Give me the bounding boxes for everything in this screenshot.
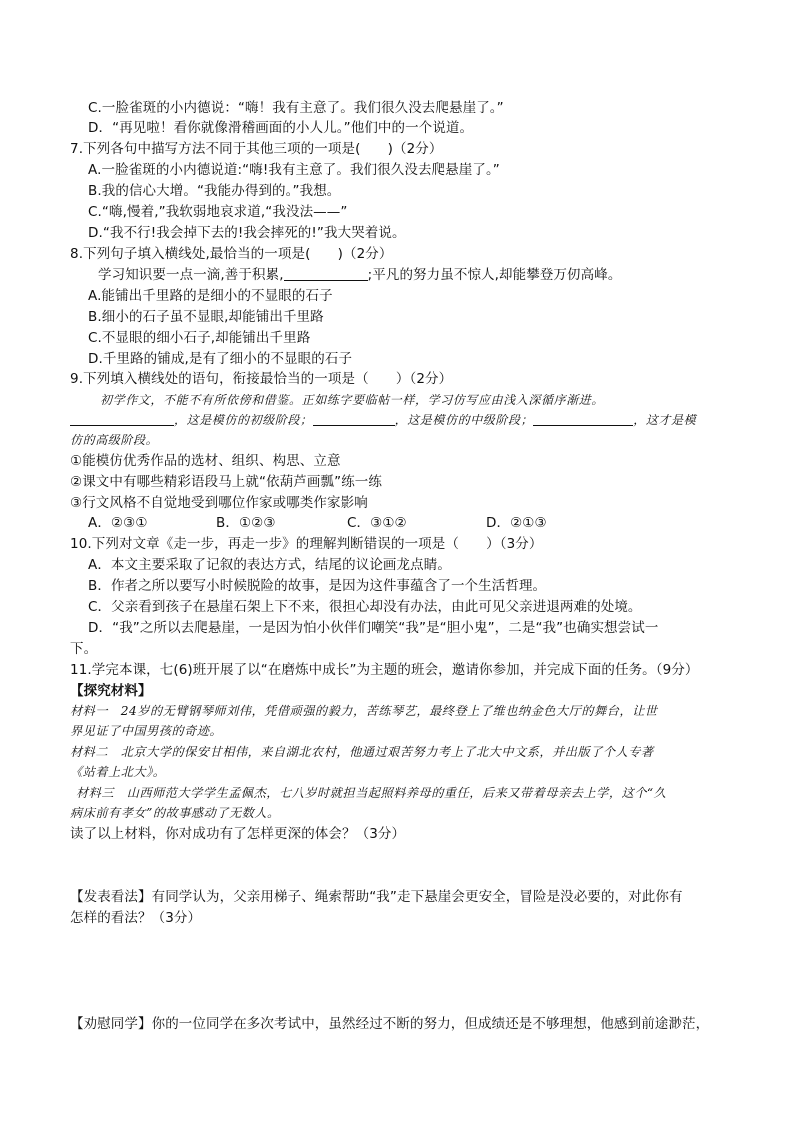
q9-item-1: ①能模仿优秀作品的选材、组织、构思、立意 bbox=[70, 453, 341, 469]
q10-option-d-cont: 下。 bbox=[70, 641, 98, 657]
q8-option-c: C.不显眼的细小石子,却能铺出千里路 bbox=[88, 330, 311, 346]
material-1-line1: 材料一 24岁的无臂钢琴师刘伟，凭借顽强的毅力，苦练琴艺，最终登上了维也纳金色大厅的舞台，让世 bbox=[70, 704, 658, 718]
q8-blank bbox=[284, 267, 368, 281]
task-2-prompt-line2: 怎样的看法？（3分） bbox=[70, 910, 202, 926]
material-3-line2: 病床前有孝女”的故事感动了无数人。 bbox=[70, 806, 280, 820]
question-10: 10.下列对文章《走一步，再走一步》的理解判断错误的一项是（ ）（3分） bbox=[70, 536, 543, 552]
question-11: 11.学完本课，七(6)班开展了以“在磨炼中成长”为主题的班会，邀请你参加，并完成下面的任务。（9分） bbox=[70, 662, 699, 678]
q7-option-b: B.我的信心大增。“我能办得到的。”我想。 bbox=[88, 183, 341, 199]
q10-option-a: A．本文主要采取了记叙的表达方式，结尾的议论画龙点睛。 bbox=[88, 557, 451, 573]
q9-option-c: C．③①② bbox=[347, 515, 407, 531]
question-9: 9.下列填入横线处的语句，衔接最恰当的一项是（ ）（2分） bbox=[70, 371, 453, 387]
q10-option-d: D．“我”之所以去爬悬崖，一是因为怕小伙伴们嘲笑“我”是“胆小鬼”，二是“我”也确实想尝试一 bbox=[88, 620, 659, 636]
q9-item-3: ③行文风格不自觉地受到哪位作家或哪类作家影响 bbox=[70, 495, 368, 511]
q6-option-c: C.一脸雀斑的小内德说：“嗨！我有主意了。我们很久没去爬悬崖了。” bbox=[88, 100, 504, 116]
q9-option-d: D．②①③ bbox=[486, 515, 547, 531]
task-2-prompt-line1: 【发表看法】有同学认为，父亲用梯子、绳索帮助“我”走下悬崖会更安全，冒险是没必要的，对此你有 bbox=[70, 889, 683, 905]
explore-heading: 【探究材料】 bbox=[70, 683, 152, 699]
q9-blank-1 bbox=[70, 412, 174, 426]
q9-option-b: B．①②③ bbox=[216, 515, 276, 531]
q8-sentence-start: 学习知识要一点一滴,善于积累, bbox=[98, 267, 284, 283]
question-8: 8.下列句子填入横线处,最恰当的一项是( )（2分） bbox=[70, 246, 393, 262]
q8-sentence-end: ;平凡的努力虽不惊人,却能攀登万仞高峰。 bbox=[367, 267, 622, 283]
material-2-line2: 《站着上北大》。 bbox=[70, 765, 166, 779]
q10-option-c: C．父亲看到孩子在悬崖石架上下不来，很担心却没有办法，由此可见父亲进退两难的处境。 bbox=[88, 599, 642, 615]
q10-option-b: B．作者之所以要写小时候脱险的故事，是因为这件事蕴含了一个生活哲理。 bbox=[88, 578, 547, 594]
q9-stage-3: ，这才是模 bbox=[633, 413, 697, 427]
q9-item-2: ②课文中有哪些精彩语段马上就“依葫芦画瓢”练一练 bbox=[70, 474, 382, 490]
q9-blank-3 bbox=[533, 412, 633, 426]
q9-option-a: A．②③① bbox=[88, 515, 148, 531]
q9-stage-2: ，这是模仿的中级阶段； bbox=[394, 413, 534, 427]
material-2-line1: 材料二 北京大学的保安甘相伟，来自湖北农村，他通过艰苦努力考上了北大中文系，并出版了个人专著 bbox=[70, 745, 654, 759]
question-7: 7.下列各句中描写方法不同于其他三项的一项是( )（2分） bbox=[70, 141, 443, 157]
q9-passage-line1: 初学作文，不能不有所依傍和借鉴。正如练字要临帖一样，学习仿写应由浅入深循序渐进。 bbox=[100, 393, 605, 407]
material-3-line1: 材料三 山西师范大学学生孟佩杰，七八岁时就担当起照料养母的重任，后来又带着母亲去上学，这个“久 bbox=[76, 786, 667, 800]
q9-passage-line3: 仿的高级阶段。 bbox=[70, 433, 159, 447]
q7-option-d: D.“我不行!我会掉下去的!我会摔死的!”我大哭着说。 bbox=[88, 225, 406, 241]
task-1-prompt: 读了以上材料，你对成功有了怎样更深的体会？（3分） bbox=[70, 826, 406, 842]
task-3-prompt: 【劝慰同学】你的一位同学在多次考试中，虽然经过不断的努力，但成绩还是不够理想，他感到前途渺茫， bbox=[70, 1016, 710, 1032]
q9-passage-line2 bbox=[70, 411, 696, 429]
q8-option-a: A.能铺出千里路的是细小的不显眼的石子 bbox=[88, 288, 333, 304]
q9-blank-2 bbox=[313, 412, 395, 426]
q8-sentence bbox=[98, 266, 621, 284]
q7-option-a: A.一脸雀斑的小内德说道:“嗨!我有主意了。我们很久没去爬悬崖了。” bbox=[88, 162, 500, 178]
q7-option-c: C.“嗨,慢着,”我软弱地哀求道,“我没法——” bbox=[88, 204, 348, 220]
q9-stage-1: ，这是模仿的初级阶段； bbox=[174, 413, 313, 427]
material-1-line2: 界见证了中国男孩的奇迹。 bbox=[70, 724, 223, 738]
q8-option-b: B.细小的石子虽不显眼,却能铺出千里路 bbox=[88, 309, 324, 325]
q6-option-d: D．“再见啦！看你就像滑稽画面的小人儿。”他们中的一个说道。 bbox=[88, 120, 474, 136]
q8-option-d: D.千里路的铺成,是有了细小的不显眼的石子 bbox=[88, 351, 353, 367]
